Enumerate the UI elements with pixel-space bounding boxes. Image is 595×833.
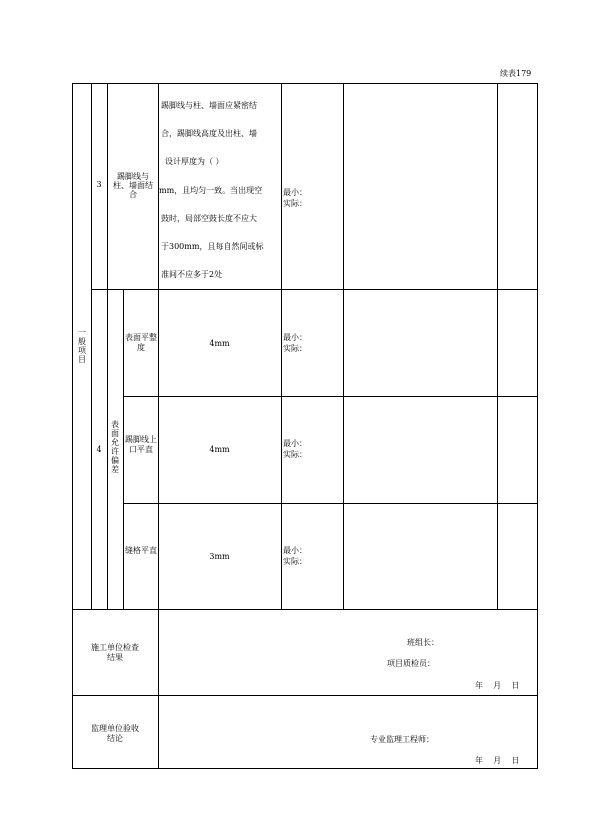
- row4-group-label: 表面允许偏差: [111, 420, 119, 474]
- subrow-name: 踢脚线上口平直: [125, 435, 157, 454]
- row-divider: [72, 609, 538, 610]
- row-divider: [123, 503, 538, 504]
- subrow-name: 缝格平直: [125, 546, 157, 555]
- subrow-min-label: 最小：: [283, 439, 307, 448]
- row3-desc-line: 准间不应多于2处: [161, 270, 223, 279]
- col-divider: [107, 83, 108, 609]
- row3-desc-line: 踢脚线与柱、墙面应紧密结: [161, 101, 257, 110]
- row3-number: 3: [96, 180, 102, 189]
- subrow-value: 4mm: [209, 339, 230, 348]
- row-divider: [123, 396, 538, 397]
- table-border-bottom: [72, 768, 538, 769]
- row-divider: [72, 695, 538, 696]
- page-label: 续表179: [500, 69, 532, 78]
- col-divider: [343, 83, 344, 609]
- row3-min-label: 最小：: [283, 188, 307, 197]
- subrow-actual-label: 实际：: [283, 344, 307, 353]
- row3-desc-line: 设计厚度为（ ）: [165, 157, 224, 166]
- col-divider: [281, 83, 282, 609]
- construction-label: 施工单位检查结果: [91, 643, 139, 662]
- table-border-right: [537, 83, 538, 769]
- row3-desc-line: 鼓时，局部空鼓长度不应大: [161, 214, 257, 223]
- subrow-actual-label: 实际：: [283, 450, 307, 459]
- row3-desc-line: 于300mm，且每自然间或标: [161, 242, 264, 251]
- row4-number: 4: [96, 445, 102, 454]
- row3-item-name: 踢脚线与柱、墙面结合: [113, 172, 153, 199]
- row3-desc-line: 合，踢脚线高度及出柱、墙: [161, 129, 257, 138]
- subrow-value: 4mm: [209, 445, 230, 454]
- subrow-value: 3mm: [209, 552, 230, 561]
- supervision-date: 年 月 日: [475, 756, 520, 765]
- col-divider: [497, 83, 498, 609]
- supervision-label: 监理单位验收结论: [91, 724, 139, 743]
- table-border-top: [72, 83, 538, 84]
- subrow-actual-label: 实际：: [283, 557, 307, 566]
- quality-inspector-label: 项目质检员：: [387, 659, 435, 668]
- construction-date: 年 月 日: [475, 681, 520, 690]
- subrow-name: 表面平整度: [125, 333, 157, 352]
- section-label-general: 一般项目: [78, 328, 86, 364]
- team-leader-label: 班组长：: [407, 638, 439, 647]
- subrow-min-label: 最小：: [283, 546, 307, 555]
- supervision-engineer-label: 专业监理工程师：: [370, 735, 434, 744]
- row3-desc-line: mm，且均匀一致。当出现空: [159, 186, 263, 195]
- row3-actual-label: 实际：: [283, 199, 307, 208]
- subrow-min-label: 最小：: [283, 333, 307, 342]
- col-divider: [91, 83, 92, 609]
- table-border-left: [72, 83, 73, 769]
